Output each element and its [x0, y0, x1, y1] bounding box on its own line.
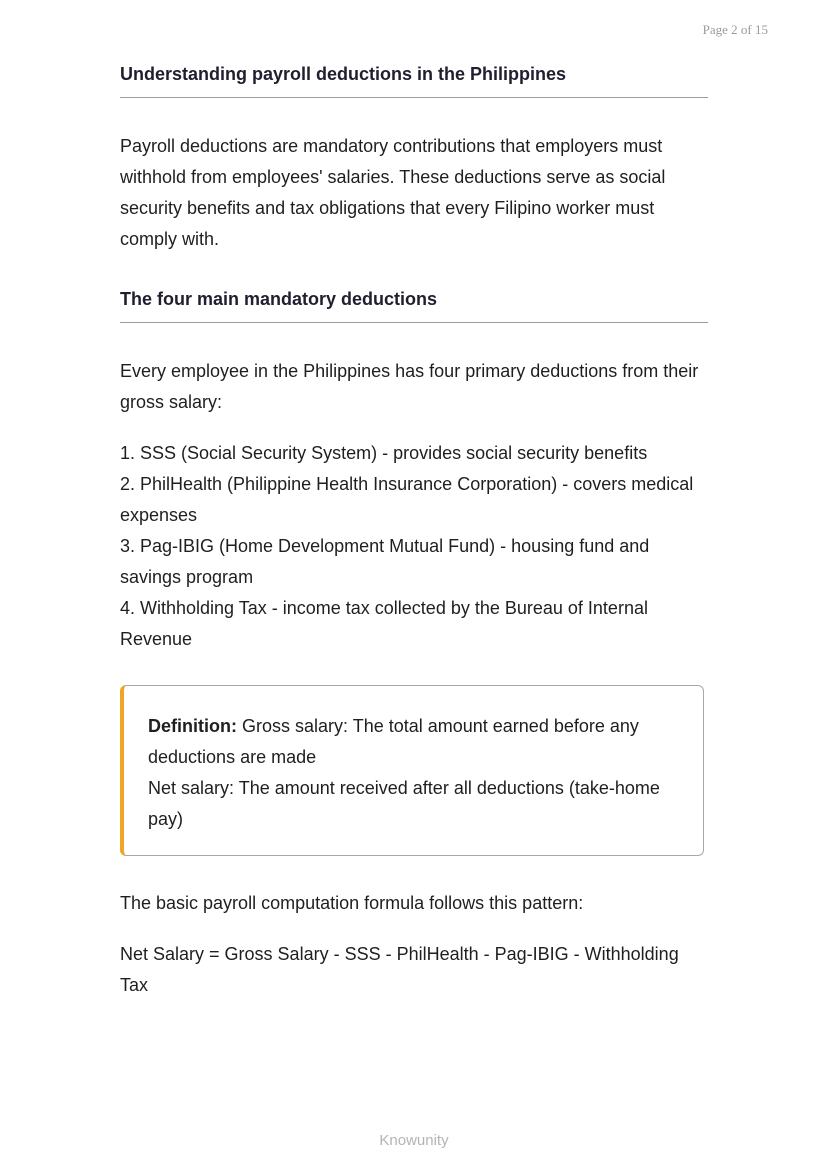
definition-label: Definition:	[148, 716, 237, 736]
definition-gross	[148, 711, 679, 773]
list-item: 3. Pag-IBIG (Home Development Mutual Fund) - housing fund and savings program	[120, 536, 650, 587]
section-heading-payroll-deductions: Understanding payroll deductions in the Philippines	[120, 64, 708, 98]
formula-intro: The basic payroll computation formula follows this pattern:	[120, 893, 584, 913]
definition-gross-text: Gross salary: The total amount earned before any deductions are made	[148, 716, 639, 767]
deductions-list	[120, 438, 708, 655]
definition-net: Net salary: The amount received after all deductions (take-home pay)	[148, 778, 660, 829]
list-item: 4. Withholding Tax - income tax collected by the Bureau of Internal Revenue	[120, 598, 648, 649]
intro-paragraph: Payroll deductions are mandatory contributions that employers must withhold from employees' salaries. These deductions serve as social security benefits and tax obligations that every Filipino worker must comply with.	[120, 136, 666, 249]
section-heading-mandatory-deductions: The four main mandatory deductions	[120, 289, 708, 323]
list-item: 1. SSS (Social Security System) - provides social security benefits	[120, 443, 648, 463]
list-item: 2. PhilHealth (Philippine Health Insurance Corporation) - covers medical expenses	[120, 474, 694, 525]
page-number: Page 2 of 15	[702, 22, 768, 37]
footer-brand: Knowunity	[379, 1132, 449, 1149]
deductions-intro-paragraph: Every employee in the Philippines has four primary deductions from their gross salary:	[120, 361, 699, 412]
formula-equation: Net Salary = Gross Salary - SSS - PhilHealth - Pag-IBIG - Withholding Tax	[120, 944, 679, 995]
definition-callout	[120, 685, 704, 856]
